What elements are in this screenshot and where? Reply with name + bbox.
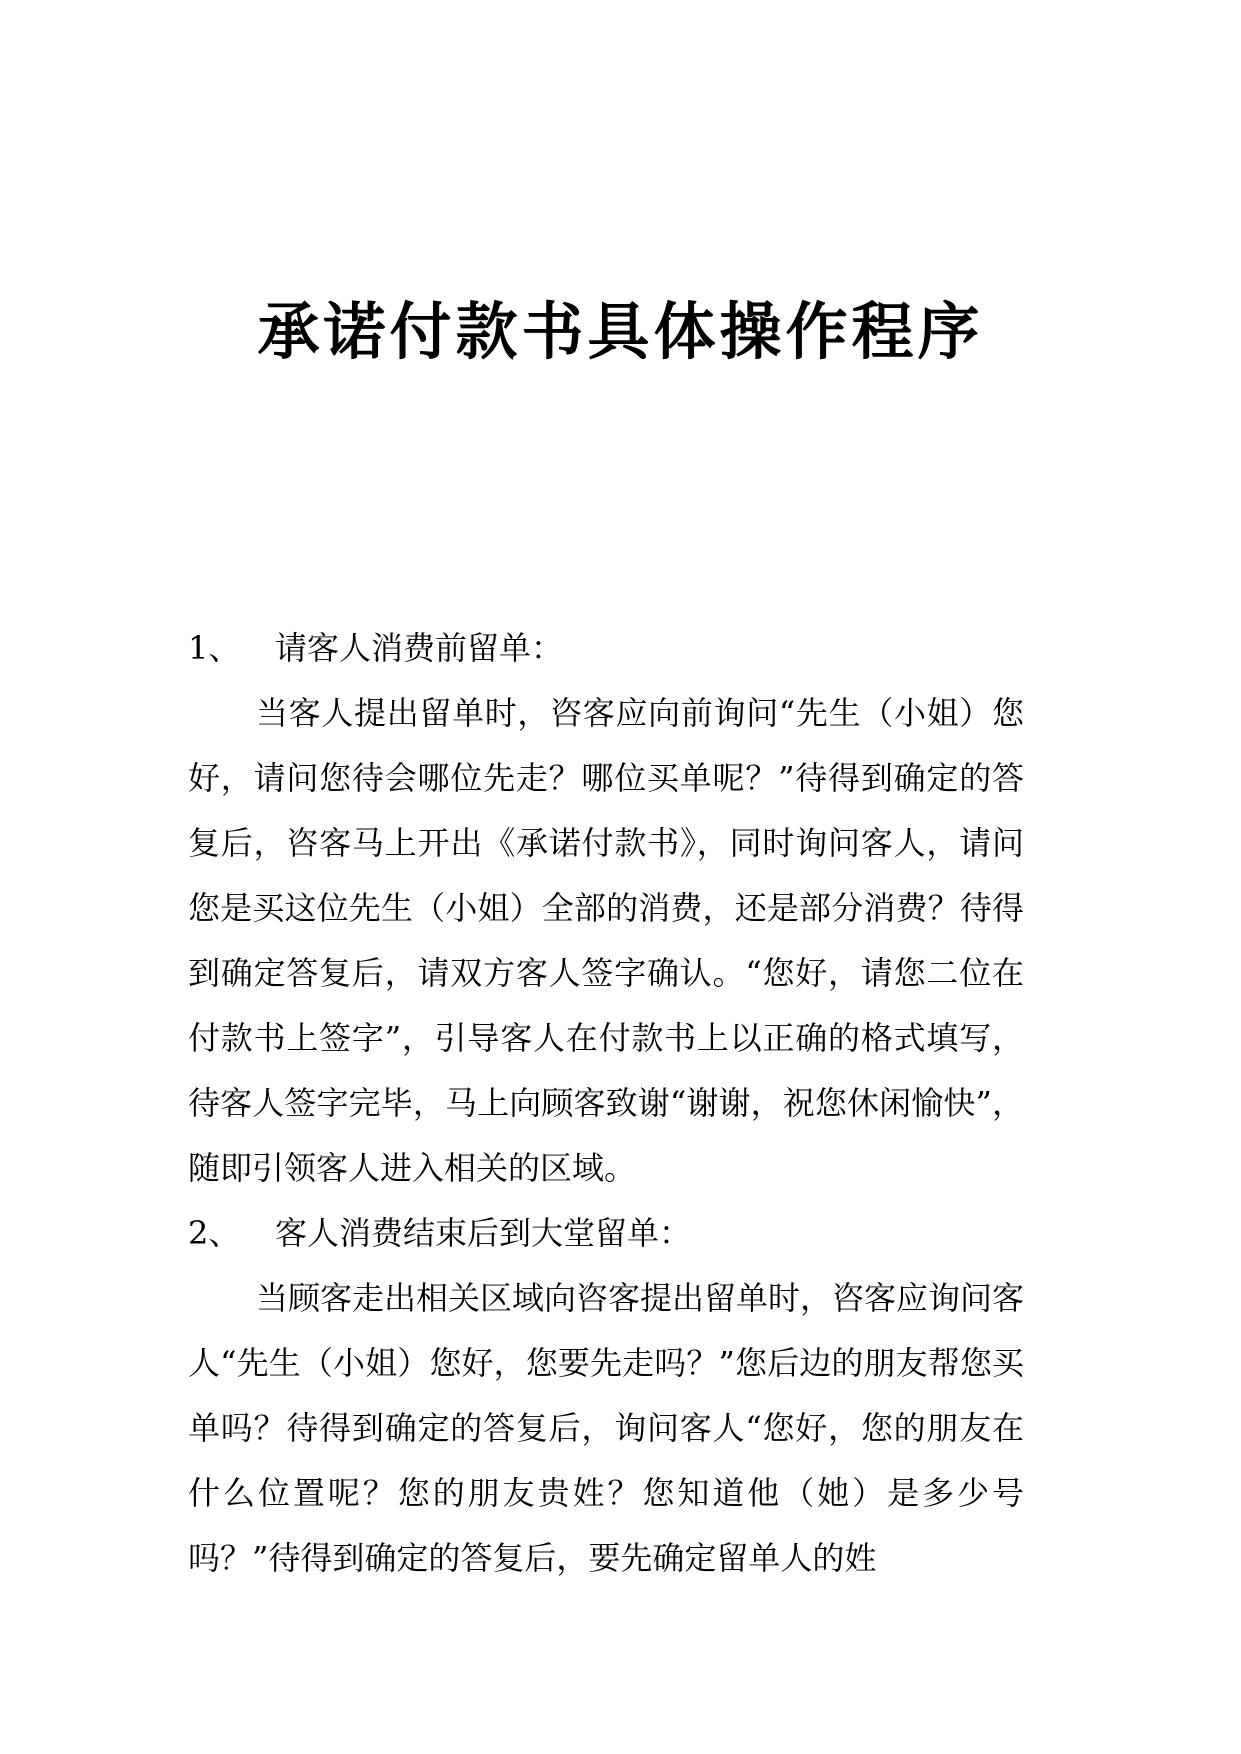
document-body <box>188 616 1024 1591</box>
section-paragraph: 当客人提出留单时，咨客应向前询问“先生（小姐）您好，请问您待会哪位先走？哪位买单呢？”待得到确定的答复后，咨客马上开出《承诺付款书》，同时询问客人，请问您是买这位先生（小姐）全部的消费，还是部分消费？待得到确定答复后，请双方客人签字确认。“您好，请您二位在付款书上签字”，引导客人在付款书上以正确的格式填写，待客人签字完毕，马上向顾客致谢“谢谢，祝您休闲愉快”，随即引领客人进入相关的区域。 <box>188 694 1024 1187</box>
section-heading-text: 请客人消费前留单： <box>275 629 564 667</box>
section-heading <box>188 616 1024 681</box>
document-title: 承诺付款书具体操作程序 <box>257 295 984 368</box>
section-heading <box>188 1201 1024 1266</box>
section-paragraph: 当顾客走出相关区域向咨客提出留单时，咨客应询问客人“先生（小姐）您好，您要先走吗？”您后边的朋友帮您买单吗？待得到确定的答复后，询问客人“您好，您的朋友在什么位置呢？您的朋友贵姓？您知道他（她）是多少号吗？”待得到确定的答复后，要先确定留单人的姓 <box>188 1279 1025 1577</box>
section-heading-text: 客人消费结束后到大堂留单： <box>275 1214 692 1252</box>
section-number: 2、 <box>188 1214 241 1252</box>
section-number: 1、 <box>188 629 241 667</box>
